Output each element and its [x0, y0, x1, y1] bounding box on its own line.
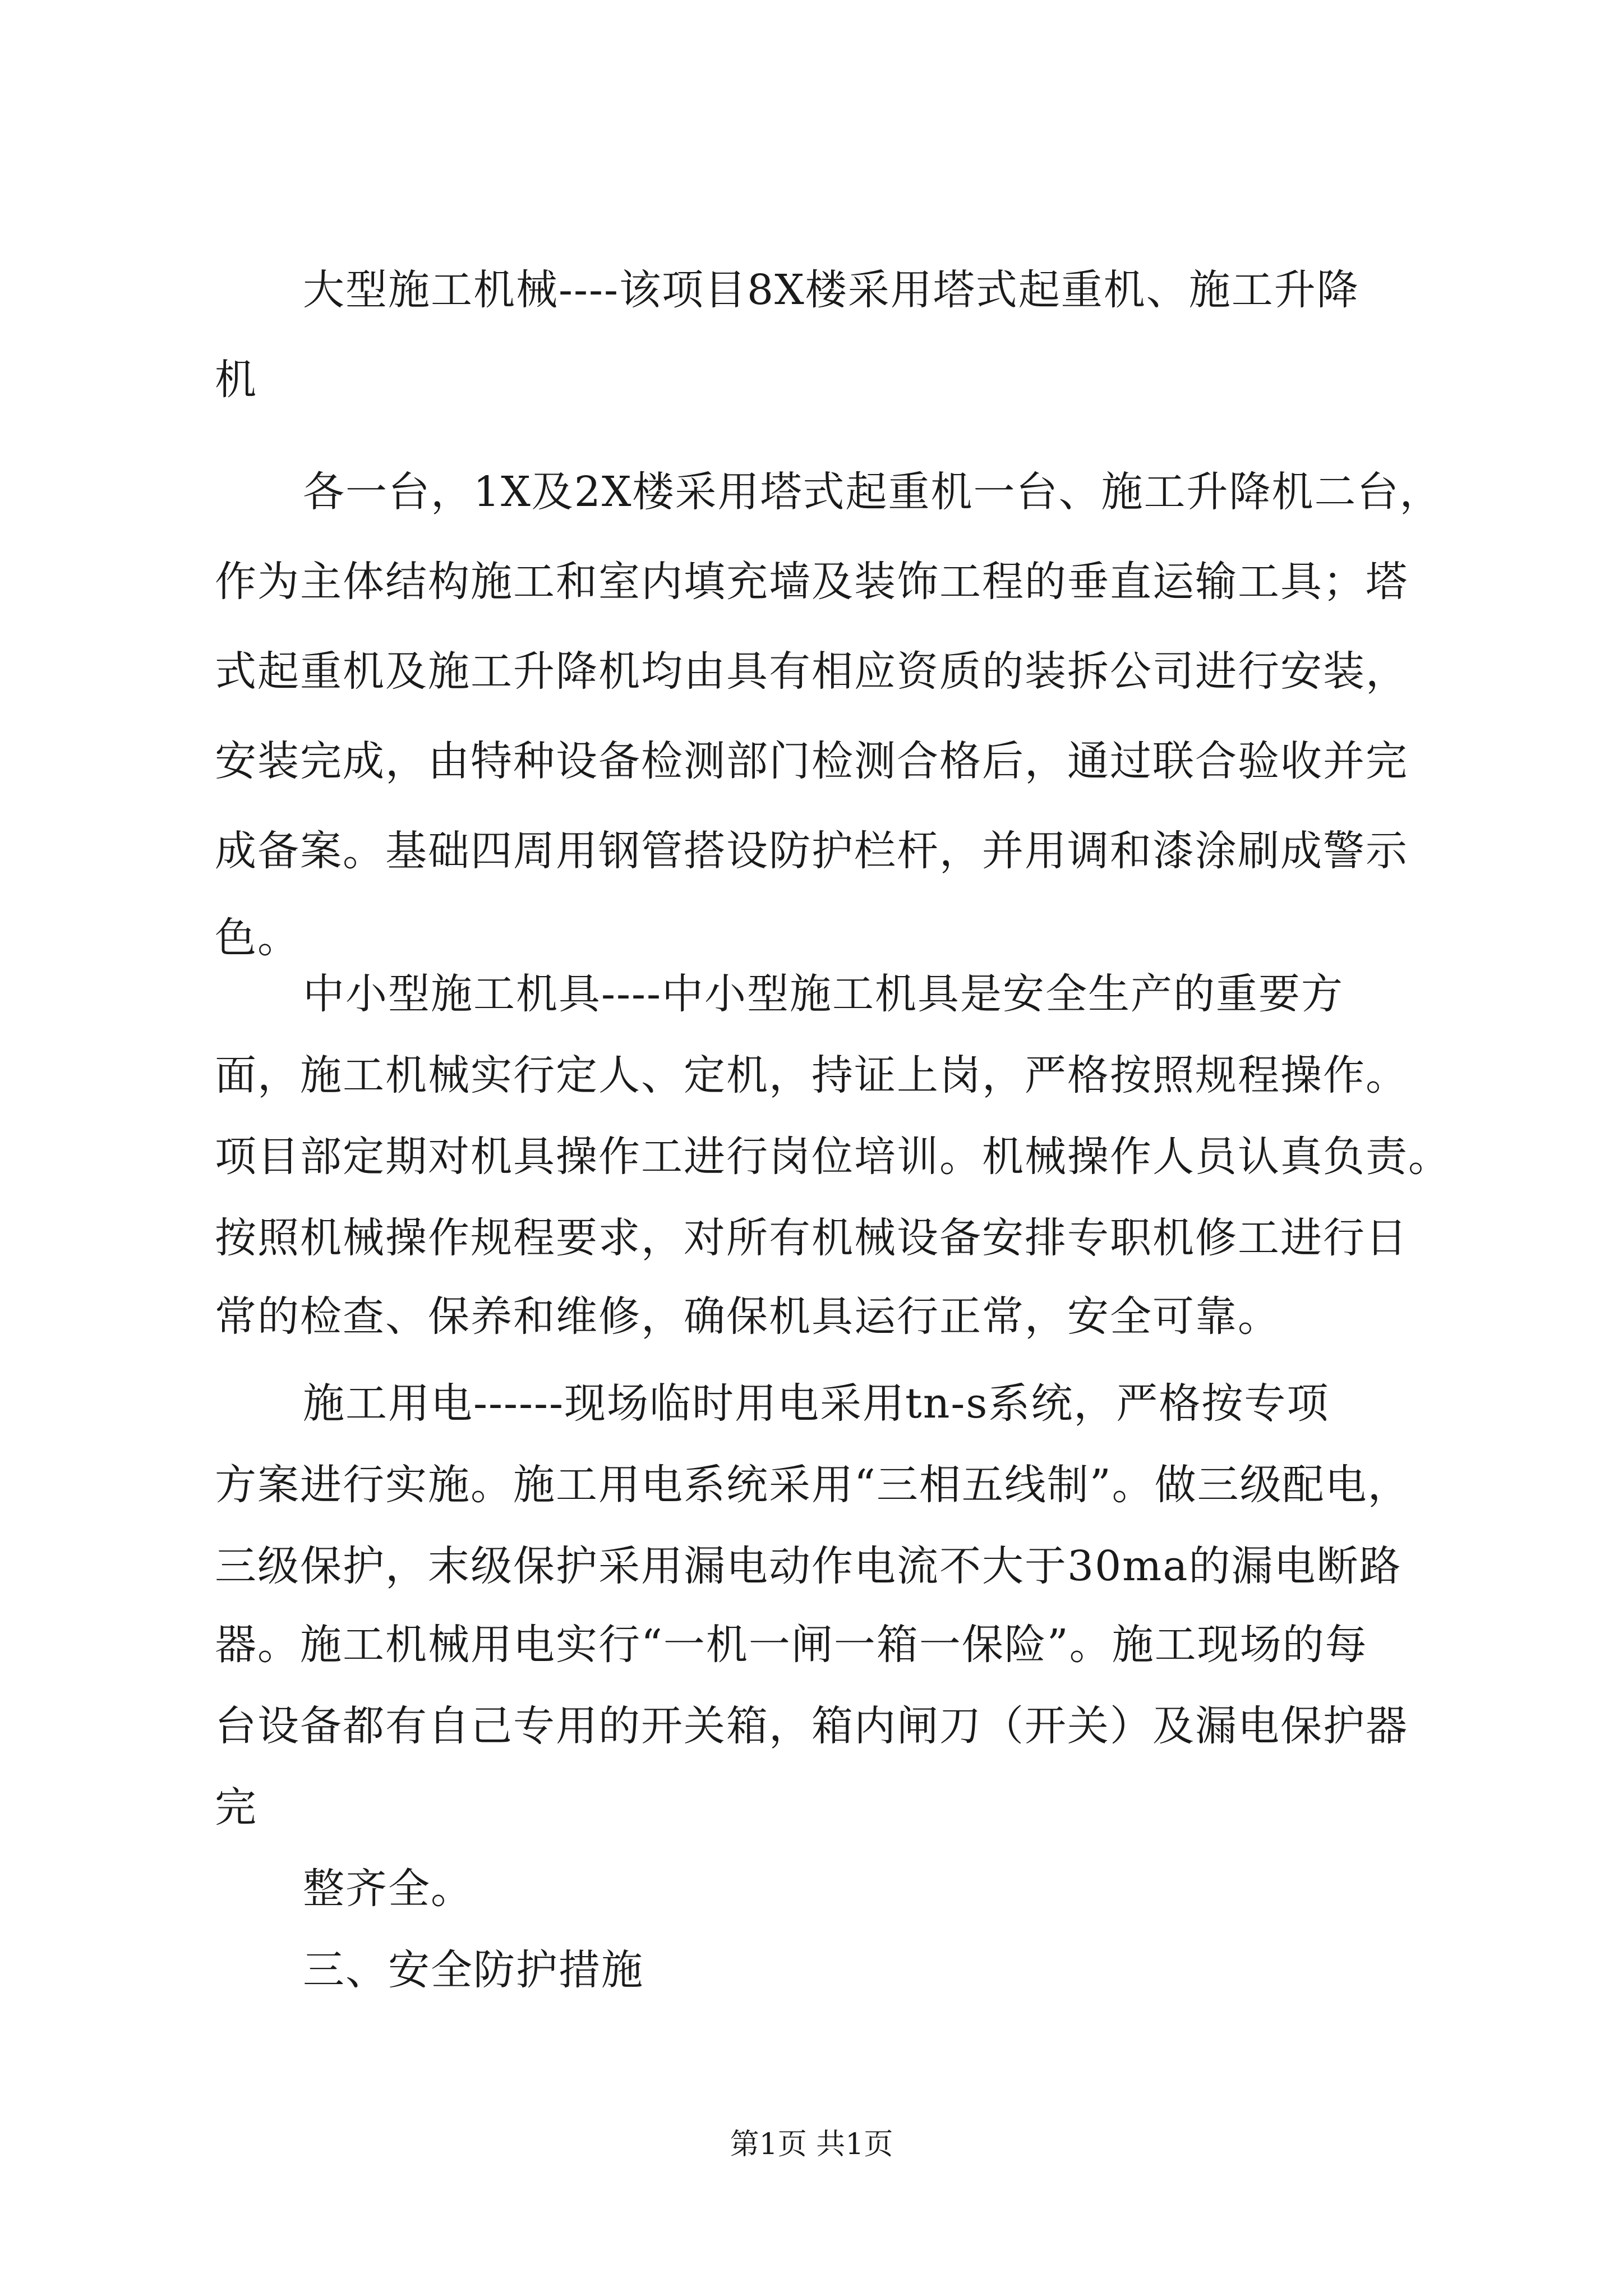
text-line: 三级保护，末级保护采用漏电动作电流不大于30ma的漏电断路	[215, 1542, 1402, 1590]
text-line: 方案进行实施。施工用电系统采用“三相五线制”。做三级配电，	[215, 1461, 1410, 1509]
text-line: 完	[215, 1783, 257, 1832]
text-line: 机	[215, 356, 257, 404]
text-line: 器。施工机械用电实行“一机一闸一箱一保险”。施工现场的每	[215, 1621, 1368, 1669]
text-line: 施工用电------现场临时用电采用tn-s系统，严格按专项	[303, 1379, 1330, 1428]
text-line: 作为主体结构施工和室内填充墙及装饰工程的垂直运输工具；塔	[215, 558, 1408, 606]
text-line: 大型施工机械----该项目8X楼采用塔式起重机、施工升降	[303, 266, 1359, 314]
text-line: 项目部定期对机具操作工进行岗位培训。机械操作人员认真负责。	[215, 1133, 1451, 1181]
text-line: 成备案。基础四周用钢管搭设防护栏杆，并用调和漆涂刷成警示	[215, 827, 1408, 875]
text-line: 面，施工机械实行定人、定机，持证上岗，严格按照规程操作。	[215, 1051, 1408, 1099]
text-line: 色。	[215, 914, 300, 962]
text-line: 台设备都有自己专用的开关箱，箱内闸刀（开关）及漏电保护器	[215, 1702, 1408, 1750]
section-heading: 三、安全防护措施	[303, 1946, 644, 1994]
text-line: 常的检查、保养和维修，确保机具运行正常，安全可靠。	[215, 1292, 1280, 1341]
text-line: 安装完成，由特种设备检测部门检测合格后，通过联合验收并完	[215, 737, 1408, 785]
text-line: 式起重机及施工升降机均由具有相应资质的装拆公司进行安装，	[215, 647, 1408, 696]
text-line: 中小型施工机具----中小型施工机具是安全生产的重要方	[303, 970, 1344, 1018]
text-line: 各一台，1X及2X楼采用塔式起重机一台、施工升降机二台，	[303, 468, 1442, 516]
page-footer: 第1页 共1页	[730, 2128, 893, 2161]
text-line: 按照机械操作规程要求，对所有机械设备安排专职机修工进行日	[215, 1214, 1408, 1262]
text-line: 整齐全。	[303, 1865, 473, 1913]
